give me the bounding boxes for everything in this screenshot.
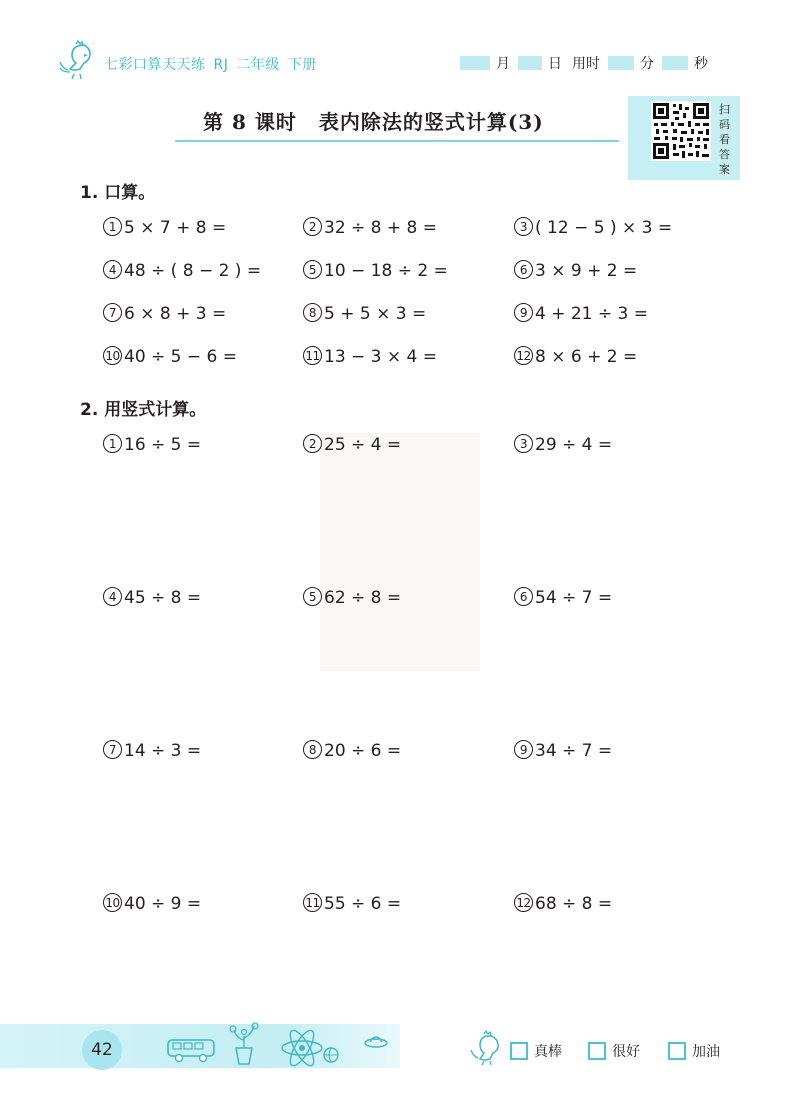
seconds-label: 秒	[694, 56, 708, 72]
problem-expression: 6 × 8 + 3 =	[124, 304, 227, 324]
potted-plant-icon	[224, 1022, 264, 1066]
problem-number-badge: 6	[514, 587, 533, 606]
problem-expression: 8 × 6 + 2 =	[535, 347, 638, 367]
problem-expression: 5 + 5 × 3 =	[324, 304, 427, 324]
problem-number-badge: 10	[103, 893, 122, 912]
faint-watermark	[320, 433, 480, 671]
bus-icon	[166, 1034, 218, 1064]
brand-volume: 下册	[287, 57, 317, 73]
problem-number-badge: 12	[514, 346, 533, 365]
problem-number-badge: 8	[303, 303, 322, 322]
brand-title	[104, 54, 325, 74]
problem-number-badge: 11	[303, 346, 322, 365]
problem-number-badge: 6	[514, 260, 533, 279]
oral-problem	[514, 261, 637, 281]
oral-problem	[514, 218, 672, 238]
vertical-problem	[514, 741, 612, 761]
problem-number-badge: 1	[103, 434, 122, 453]
problem-number-badge: 11	[303, 893, 322, 912]
vertical-problem	[303, 894, 401, 914]
oral-problem	[103, 304, 226, 324]
problem-number-badge: 5	[303, 587, 322, 606]
rating-checkbox[interactable]	[588, 1042, 606, 1060]
problem-expression: 48 ÷ ( 8 − 2 ) =	[124, 261, 262, 281]
problem-number-badge: 2	[303, 217, 322, 236]
problem-number-badge: 3	[514, 434, 533, 453]
brand-name: 七彩口算天天练	[104, 57, 206, 73]
problem-expression: 62 ÷ 8 =	[324, 588, 402, 608]
problem-expression: 32 ÷ 8 + 8 =	[324, 218, 438, 238]
problem-expression: 55 ÷ 6 =	[324, 894, 402, 914]
day-blank[interactable]	[518, 56, 542, 70]
oral-problem	[303, 218, 437, 238]
problem-expression: 5 × 7 + 8 =	[124, 218, 227, 238]
problem-expression: 34 ÷ 7 =	[535, 741, 613, 761]
problem-number-badge: 9	[514, 303, 533, 322]
rooster-mascot-icon	[470, 1030, 504, 1066]
rating-checkbox[interactable]	[668, 1042, 686, 1060]
problem-expression: 4 + 21 ÷ 3 =	[535, 304, 649, 324]
rating-label: 很好	[612, 1044, 640, 1060]
section-2-title: 2. 用竖式计算。	[80, 400, 207, 420]
lesson-topic: 表内除法的竖式计算(3)	[318, 110, 544, 134]
rating-good[interactable]	[588, 1041, 640, 1061]
vertical-problem	[514, 894, 612, 914]
problem-expression: 40 ÷ 9 =	[124, 894, 202, 914]
brand-grade: 二年级	[236, 57, 280, 73]
month-label: 月	[496, 56, 510, 72]
problem-number-badge: 7	[103, 740, 122, 759]
vertical-problem	[303, 588, 401, 608]
problem-number-badge: 4	[103, 260, 122, 279]
problem-number-badge: 9	[514, 740, 533, 759]
problem-number-badge: 1	[103, 217, 122, 236]
problem-number-badge: 5	[303, 260, 322, 279]
vertical-problem	[103, 741, 201, 761]
problem-expression: ( 12 − 5 ) × 3 =	[535, 218, 673, 238]
problem-number-badge: 10	[103, 346, 122, 365]
oral-problem	[303, 261, 448, 281]
problem-expression: 14 ÷ 3 =	[124, 741, 202, 761]
problem-number-badge: 2	[303, 434, 322, 453]
minutes-blank[interactable]	[608, 56, 634, 70]
vertical-problem	[103, 588, 201, 608]
oral-problem	[514, 347, 637, 367]
month-blank[interactable]	[460, 56, 490, 70]
problem-expression: 68 ÷ 8 =	[535, 894, 613, 914]
rating-checkbox[interactable]	[510, 1042, 528, 1060]
vertical-problem	[514, 588, 612, 608]
vertical-problem	[303, 741, 401, 761]
day-label: 日	[548, 56, 562, 72]
rooster-logo-icon	[58, 40, 98, 80]
minutes-label: 分	[640, 56, 654, 72]
vertical-problem	[514, 435, 612, 455]
problem-expression: 13 − 3 × 4 =	[324, 347, 438, 367]
problem-number-badge: 4	[103, 587, 122, 606]
oral-problem	[103, 347, 237, 367]
rating-great[interactable]	[510, 1041, 562, 1061]
vertical-problem	[303, 435, 401, 455]
problem-expression: 3 × 9 + 2 =	[535, 261, 638, 281]
seconds-blank[interactable]	[662, 56, 688, 70]
oral-problem	[514, 304, 648, 324]
title-underline	[175, 140, 619, 142]
problem-expression: 16 ÷ 5 =	[124, 435, 202, 455]
lesson-title	[203, 106, 544, 135]
ball-icon	[322, 1046, 340, 1064]
problem-number-badge: 8	[303, 740, 322, 759]
time-used-label: 用时	[572, 56, 600, 72]
rating-keep-going[interactable]	[668, 1041, 720, 1061]
problem-expression: 40 ÷ 5 − 6 =	[124, 347, 238, 367]
ufo-icon	[364, 1032, 388, 1050]
vertical-problem	[103, 894, 201, 914]
problem-number-badge: 7	[103, 303, 122, 322]
problem-expression: 25 ÷ 4 =	[324, 435, 402, 455]
problem-expression: 54 ÷ 7 =	[535, 588, 613, 608]
oral-problem	[103, 261, 261, 281]
vertical-problem	[103, 435, 201, 455]
qr-code-icon[interactable]	[651, 101, 711, 161]
problem-expression: 10 − 18 ÷ 2 =	[324, 261, 448, 281]
brand-edition: RJ	[213, 57, 229, 73]
rating-label: 加油	[692, 1044, 720, 1060]
date-time-fields	[460, 53, 716, 73]
atom-icon	[280, 1028, 324, 1068]
oral-problem	[303, 304, 426, 324]
page-number: 42	[82, 1030, 122, 1070]
lesson-number: 第 8 课时	[203, 110, 297, 134]
problem-number-badge: 3	[514, 217, 533, 236]
rating-label: 真棒	[534, 1044, 562, 1060]
oral-problem	[303, 347, 437, 367]
oral-problem	[103, 218, 226, 238]
problem-expression: 29 ÷ 4 =	[535, 435, 613, 455]
problem-expression: 45 ÷ 8 =	[124, 588, 202, 608]
section-1-title: 1. 口算。	[80, 183, 156, 203]
qr-answer-label: 扫码看答案	[719, 103, 730, 176]
problem-number-badge: 12	[514, 893, 533, 912]
problem-expression: 20 ÷ 6 =	[324, 741, 402, 761]
